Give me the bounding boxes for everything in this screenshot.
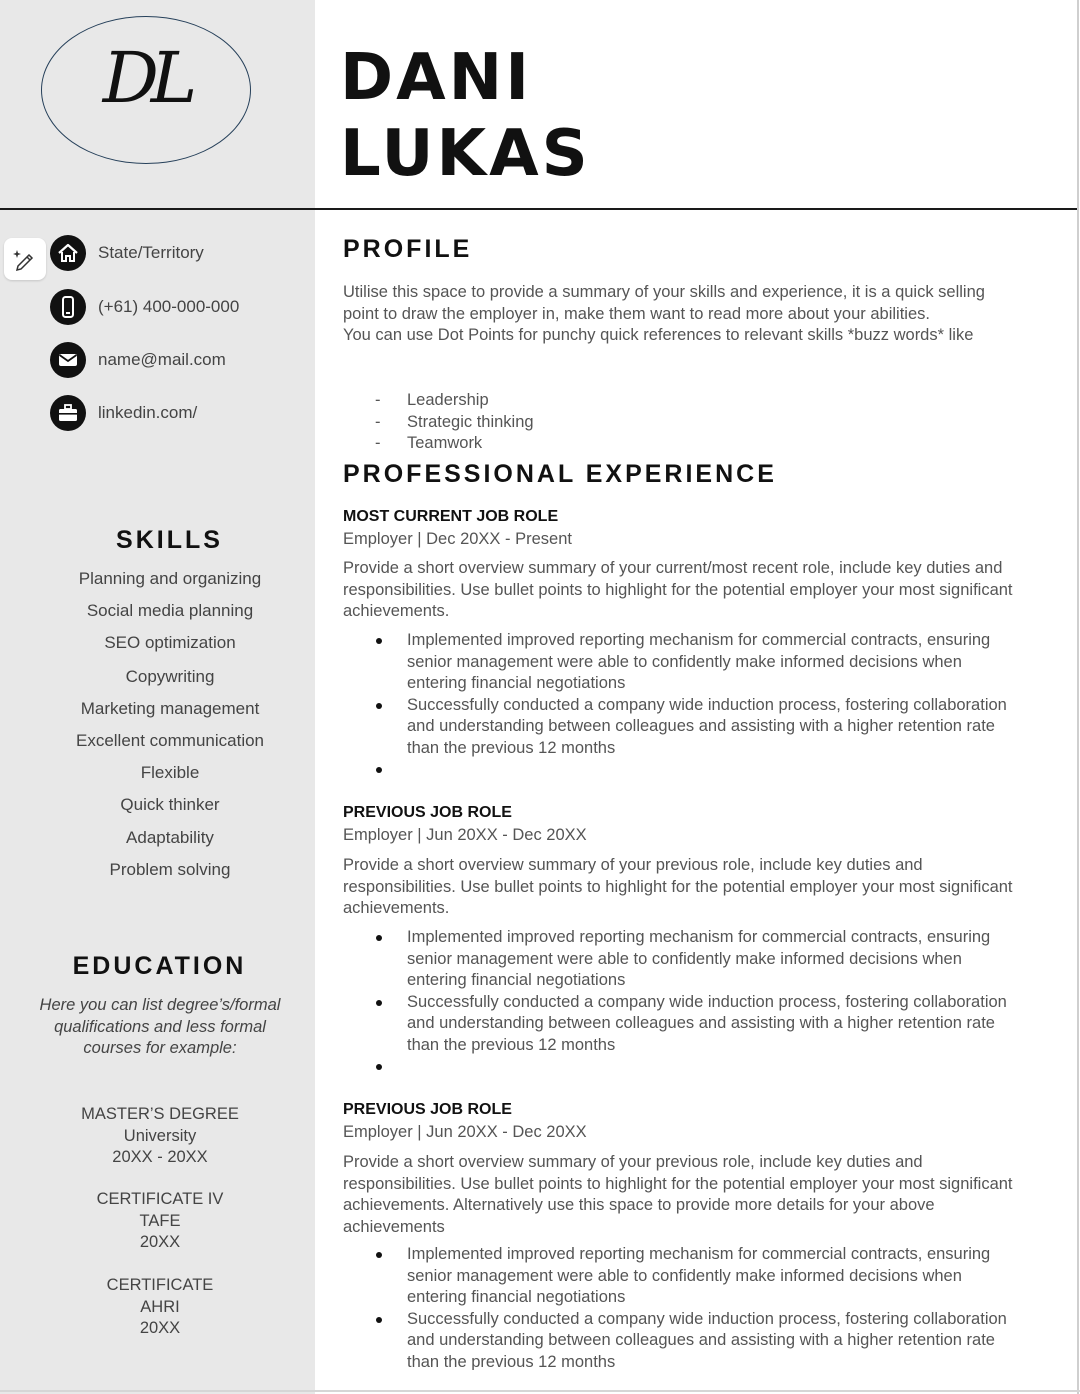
briefcase-icon <box>50 395 86 431</box>
achievement-item: Successfully conducted a company wide induction process, fostering collaboration and understanding between colleagues and assisting with a higher retention rate than the previous 12 months <box>343 992 1013 1057</box>
home-icon <box>50 235 86 271</box>
profile-paragraph: You can use Dot Points for punchy quick references to relevant skills *buzz words* like <box>343 326 974 344</box>
achievement-item: Successfully conducted a company wide induction process, fostering collaboration and understanding between colleagues and assisting with a higher retention rate than the previous 12 months <box>343 695 1013 760</box>
job-title: MOST CURRENT JOB ROLE <box>343 508 559 525</box>
achievement-item: Implemented improved reporting mechanism for commercial contracts, ensuring senior management were able to confidently make informed decisions when entering financial negotiations <box>343 1244 1013 1309</box>
profile-points <box>343 390 943 455</box>
profile-summary <box>343 282 1023 347</box>
job-employer: Employer | Jun 20XX - Dec 20XX <box>343 826 587 844</box>
profile-heading: PROFILE <box>343 235 473 263</box>
experience-heading: PROFESSIONAL EXPERIENCE <box>343 460 777 488</box>
name-first: DANI <box>340 41 533 115</box>
profile-paragraph: Utilise this space to provide a summary of your skills and experience, it is a quick selling point to draw the employer in, make them want to read more about your abilities. <box>343 283 985 323</box>
skill-item: Copywriting <box>125 667 215 686</box>
contact-linkedin <box>50 395 197 431</box>
name-last: LUKAS <box>340 117 591 191</box>
job-title: PREVIOUS JOB ROLE <box>343 1101 512 1118</box>
contact-email-text: name@mail.com <box>98 350 226 369</box>
job-summary: Provide a short overview summary of your previous role, include key duties and responsibilities. Use bullet points to highlight for the potential employer your most significant achievements. Alternatively use this space to provide more details for your above achievements <box>343 1153 1013 1236</box>
education-intro: Here you can list degree’s/formal qualifications and less formal courses for example: <box>39 996 281 1057</box>
skill-item: SEO optimization <box>104 633 236 652</box>
achievement-item <box>343 1056 1013 1078</box>
phone-icon <box>50 289 86 325</box>
skill-item: Planning and organizing <box>78 569 262 588</box>
job-achievements <box>343 630 1013 781</box>
education-entry <box>0 1104 320 1169</box>
achievement-item: Successfully conducted a company wide induction process, fostering collaboration and understanding between colleagues and assisting with a higher retention rate than the previous 12 months <box>343 1309 1013 1371</box>
job-title: PREVIOUS JOB ROLE <box>343 804 512 821</box>
skill-item: Adaptability <box>126 828 214 847</box>
skill-item: Problem solving <box>109 860 231 879</box>
achievement-item <box>343 759 1013 781</box>
contact-location <box>50 235 204 271</box>
education-entry <box>0 1189 320 1254</box>
skill-item: Quick thinker <box>120 795 220 814</box>
contact-location-text: State/Territory <box>98 243 204 262</box>
candidate-name <box>340 40 591 192</box>
skill-item: Excellent communication <box>75 731 265 750</box>
job-summary: Provide a short overview summary of your current/most recent role, include key duties and responsibilities. Use bullet points to highlight for the potential employer your most significant achievements. <box>343 559 1013 620</box>
education-entry <box>0 1275 320 1340</box>
education-title: CERTIFICATE IV <box>96 1190 224 1208</box>
contact-phone-text: (+61) 400-000-000 <box>98 297 240 316</box>
achievement-item: Implemented improved reporting mechanism for commercial contracts, ensuring senior management were able to confidently make informed decisions when entering financial negotiations <box>343 630 1013 695</box>
edit-icon[interactable] <box>4 238 46 280</box>
profile-point: - Leadership <box>343 390 943 412</box>
contact-phone <box>50 289 239 325</box>
job-achievements <box>343 1244 1013 1370</box>
profile-point: - Strategic thinking <box>343 412 943 434</box>
education-title: CERTIFICATE <box>106 1276 214 1294</box>
education-institution: AHRI <box>140 1297 180 1316</box>
skill-item: Flexible <box>140 763 200 782</box>
contact-email <box>50 342 226 378</box>
job-employer: Employer | Jun 20XX - Dec 20XX <box>343 1123 587 1141</box>
contact-linkedin-text: linkedin.com/ <box>98 403 198 422</box>
education-heading: EDUCATION <box>72 952 247 980</box>
education-years: 20XX - 20XX <box>112 1148 208 1166</box>
mail-icon <box>50 342 86 378</box>
job-achievements <box>343 927 1013 1078</box>
profile-point: - Teamwork <box>343 433 943 455</box>
monogram-logo <box>41 16 251 164</box>
skill-item: Social media planning <box>86 601 254 620</box>
job-employer: Employer | Dec 20XX - Present <box>343 530 572 548</box>
skill-item: Marketing management <box>80 699 260 718</box>
page-bottom-edge <box>0 1390 1080 1392</box>
header-divider <box>0 208 1078 210</box>
education-institution: University <box>123 1126 197 1145</box>
monogram-text: DL <box>102 37 190 119</box>
job-summary: Provide a short overview summary of your previous role, include key duties and responsibilities. Use bullet points to highlight for the potential employer your most significant achievements. <box>343 856 1013 917</box>
skills-heading: SKILLS <box>116 526 223 554</box>
education-institution: TAFE <box>139 1211 181 1230</box>
page-edge <box>1077 0 1079 1394</box>
achievement-item: Implemented improved reporting mechanism for commercial contracts, ensuring senior management were able to confidently make informed decisions when entering financial negotiations <box>343 927 1013 992</box>
education-years: 20XX <box>139 1319 181 1337</box>
education-title: MASTER’S DEGREE <box>81 1105 239 1123</box>
education-years: 20XX <box>139 1233 181 1251</box>
